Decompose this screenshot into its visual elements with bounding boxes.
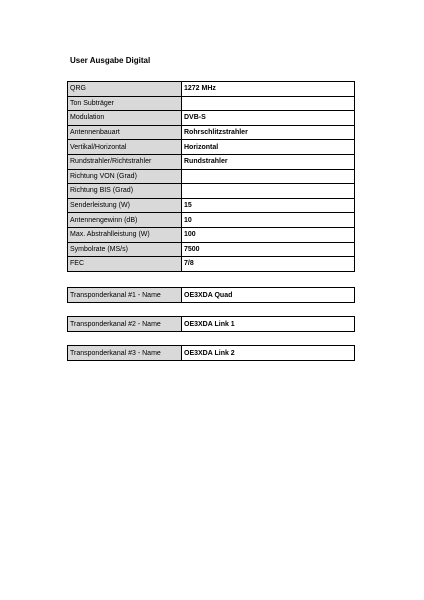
row-value: Rohrschlitzstrahler	[182, 125, 355, 140]
table-row	[68, 317, 355, 332]
row-label: Rundstrahler/Richtstrahler	[68, 154, 182, 169]
row-label: Antennengewinn (dB)	[68, 213, 182, 228]
table-row	[68, 140, 355, 155]
table-row	[68, 96, 355, 111]
row-value: Rundstrahler	[182, 154, 355, 169]
table-row	[68, 227, 355, 242]
row-value	[182, 184, 355, 199]
table-row	[68, 346, 355, 361]
table-row	[68, 198, 355, 213]
parameter-table	[67, 81, 355, 272]
row-value	[182, 169, 355, 184]
row-label: Richtung BIS (Grad)	[68, 184, 182, 199]
table-row	[68, 125, 355, 140]
row-label: FEC	[68, 257, 182, 272]
row-label: Transponderkanal #2 - Name	[68, 317, 182, 332]
row-value: DVB-S	[182, 111, 355, 126]
row-label: Senderleistung (W)	[68, 198, 182, 213]
row-label: Transponderkanal #3 - Name	[68, 346, 182, 361]
table-row	[68, 288, 355, 303]
row-label: Vertikal/Horizontal	[68, 140, 182, 155]
row-value	[182, 96, 355, 111]
row-value: OE3XDA Link 1	[182, 317, 355, 332]
row-label: Ton Subträger	[68, 96, 182, 111]
row-value: 15	[182, 198, 355, 213]
row-label: QRG	[68, 82, 182, 97]
row-label: Antennenbauart	[68, 125, 182, 140]
table-row	[68, 111, 355, 126]
row-label: Max. Abstrahlleistung (W)	[68, 227, 182, 242]
table-row	[68, 213, 355, 228]
transponder-table-1	[67, 287, 355, 303]
row-value: 100	[182, 227, 355, 242]
row-label: Richtung VON (Grad)	[68, 169, 182, 184]
table-row	[68, 169, 355, 184]
row-value: 7500	[182, 242, 355, 257]
row-value: 1272 MHz	[182, 82, 355, 97]
table-row	[68, 82, 355, 97]
row-label: Transponderkanal #1 - Name	[68, 288, 182, 303]
table-row	[68, 184, 355, 199]
row-value: 10	[182, 213, 355, 228]
row-value: Horizontal	[182, 140, 355, 155]
transponder-table-2	[67, 316, 355, 332]
page-title: User Ausgabe Digital	[70, 56, 151, 65]
row-value: 7/8	[182, 257, 355, 272]
row-value: OE3XDA Quad	[182, 288, 355, 303]
table-row	[68, 154, 355, 169]
table-row	[68, 242, 355, 257]
table-row	[68, 257, 355, 272]
row-label: Modulation	[68, 111, 182, 126]
transponder-table-3	[67, 345, 355, 361]
row-label: Symbolrate (MS/s)	[68, 242, 182, 257]
row-value: OE3XDA Link 2	[182, 346, 355, 361]
